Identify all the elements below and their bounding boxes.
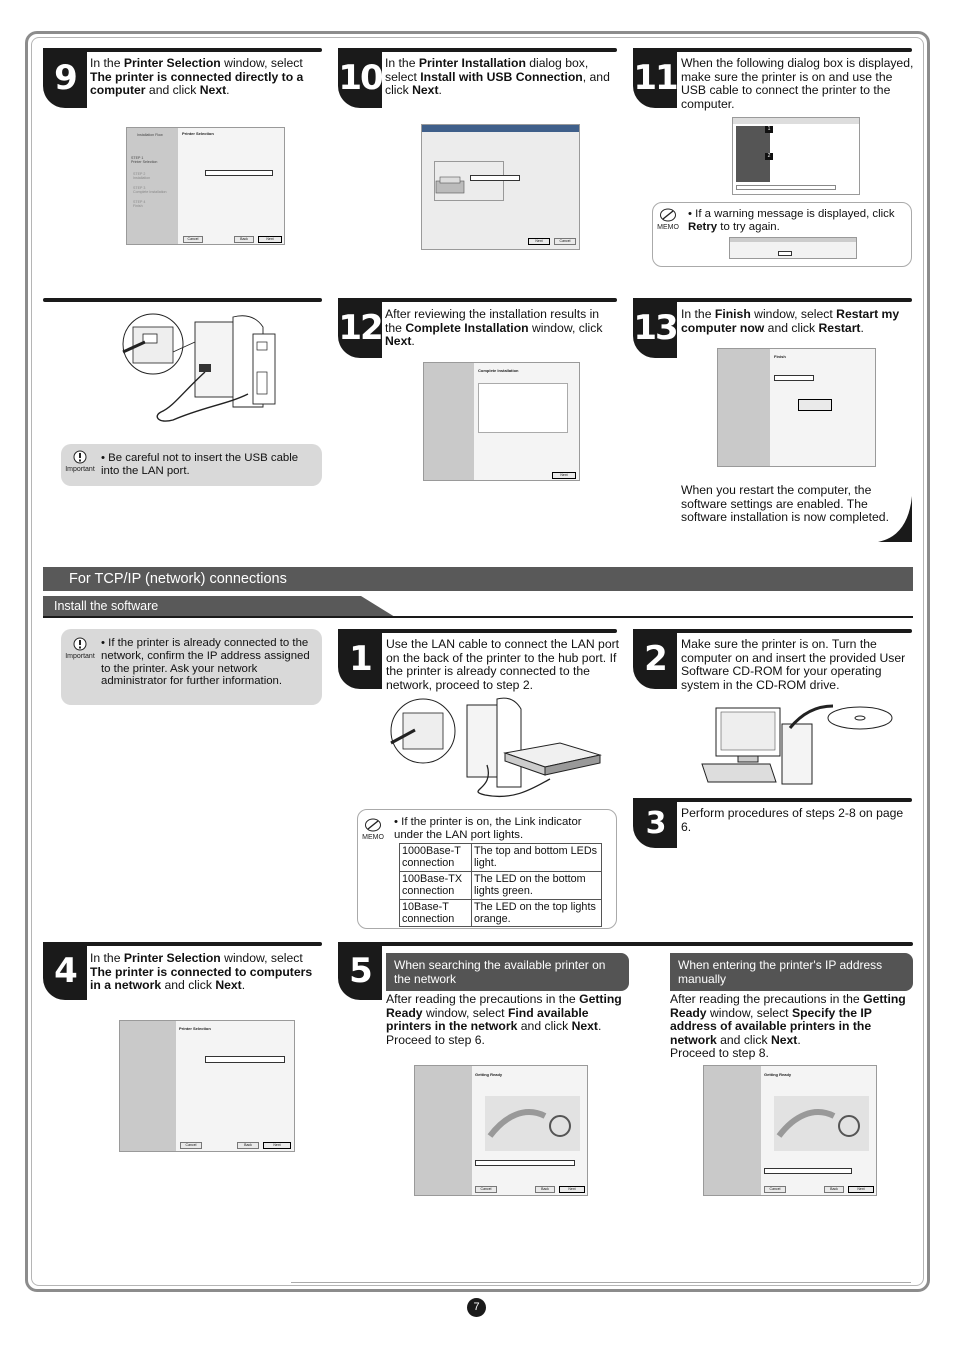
important-network-note [61, 629, 322, 705]
step-5-right-text: After reading the precautions in the Getting Ready window, select Specify the IP address of available printers in the network and click Next. Proceed to step 8. [670, 992, 906, 1061]
usb-port-photo [485, 1096, 580, 1151]
net-step-5-badge: 5 [338, 942, 382, 1000]
usb-cable-connection-illustration [113, 312, 288, 432]
memo-step-11 [652, 202, 912, 267]
end-mark [878, 496, 914, 544]
important-usb-note [61, 444, 322, 486]
step-5-left-heading: When searching the available printer on the network [386, 953, 629, 991]
led-table-row [400, 844, 602, 872]
usb-illustration-rule [43, 298, 322, 302]
memo-icon: MEMO [656, 208, 680, 231]
step-11-text: When the following dialog box is displayed, make sure the printer is on and use the USB cable to connect the printer to the computer. [681, 56, 914, 111]
restart-note: When you restart the computer, the software settings are enabled. The software installation is now completed. [681, 483, 889, 525]
led-connection-type: 10Base-T connection [400, 899, 472, 927]
step-10-screenshot: Next Cancel [421, 124, 580, 250]
step-13-text: In the Finish window, select Restart my computer now and click Restart. [681, 307, 900, 335]
computer-cdrom-illustration [698, 700, 896, 786]
step-5-right-screenshot: Getting Ready Cancel Back Next [703, 1065, 877, 1196]
step-9-badge: 9 [43, 48, 87, 108]
memo-icon: MEMO [361, 818, 385, 841]
led-connection-type: 100Base-TX connection [400, 871, 472, 899]
led-table-row [400, 871, 602, 899]
section-title-tcpip: For TCP/IP (network) connections [43, 567, 913, 591]
important-usb-text: • Be careful not to insert the USB cable into the LAN port. [101, 452, 299, 477]
bottom-divider [291, 1282, 911, 1283]
step-10-text: In the Printer Installation dialog box, select Install with USB Connection, and click Next. [385, 56, 610, 98]
led-status-table [399, 843, 602, 927]
sub-title-install: Install the software [54, 599, 159, 613]
step-11-badge: 11 [633, 48, 677, 108]
net-step-5-rule [338, 942, 913, 946]
important-icon: Important [64, 450, 96, 473]
net-step-2-text: Make sure the printer is on. Turn the computer on and insert the provided User Software CD-ROM for your operating system in the CD-ROM drive. [681, 637, 906, 692]
net-step-2-badge: 2 [633, 629, 677, 689]
step-5-right-heading: When entering the printer's IP address manually [670, 953, 913, 991]
warning-dialog-thumb [729, 237, 857, 259]
led-status: The top and bottom LEDs light. [472, 844, 602, 872]
important-network-text: • If the printer is already connected to the network, confirm the IP address assigned to the printer. Ask your network administrator for further information. [101, 637, 310, 688]
important-icon: Important [64, 637, 96, 660]
memo-led-text: • If the printer is on, the Link indicator under the LAN port lights. [394, 816, 582, 841]
step-13-screenshot: Finish [717, 348, 876, 467]
net-step-1-badge: 1 [338, 629, 382, 689]
net-step-4-badge: 4 [43, 942, 87, 1000]
led-status: The LED on the bottom lights green. [472, 871, 602, 899]
net-step-4-screenshot: Printer Selection Cancel Back Next [119, 1020, 295, 1152]
step-12-text: After reviewing the installation results in the Complete Installation window, click Next. [385, 307, 603, 349]
usb-port-photo [774, 1096, 869, 1151]
net-step-3-text: Perform procedures of steps 2-8 on page 6. [681, 806, 904, 834]
led-table-row [400, 899, 602, 927]
step-11-screenshot: 1 2 [732, 117, 860, 195]
sub-bar-line [43, 616, 913, 618]
net-step-4-text: In the Printer Selection window, select The printer is connected to computers in a network and click Next. [90, 951, 313, 993]
led-connection-type: 1000Base-T connection [400, 844, 472, 872]
memo-step-11-text: • If a warning message is displayed, click Retry to try again. [688, 208, 895, 233]
step-5-left-text: After reading the precautions in the Getting Ready window, select Find available printers in the network and click Next. Proceed to step 6. [386, 992, 622, 1047]
step-12-screenshot: Complete Installation Next [423, 362, 580, 481]
step-9-screenshot: Installation Flow STEP 1 Printer Selection STEP 2 Installation STEP 3 Complete Installation STEP 4 Finish Printer Selection Cancel Back Next [126, 127, 285, 245]
step-10-badge: 10 [338, 48, 382, 108]
step-5-left-screenshot: Getting Ready Cancel Back Next [414, 1065, 588, 1196]
step-13-badge: 13 [633, 298, 677, 358]
net-step-1-text: Use the LAN cable to connect the LAN port on the back of the printer to the hub port. If the printer is already connected to the network, proceed to step 2. [386, 637, 620, 692]
net-step-3-badge: 3 [633, 798, 677, 848]
step-9-text: In the Printer Selection window, select The printer is connected directly to a computer and click Next. [90, 56, 304, 98]
printer-icon [432, 175, 468, 201]
step-12-badge: 12 [338, 298, 382, 358]
led-status: The LED on the top lights orange. [472, 899, 602, 927]
page-number: 7 [467, 1298, 486, 1317]
lan-cable-hub-illustration [385, 695, 615, 805]
